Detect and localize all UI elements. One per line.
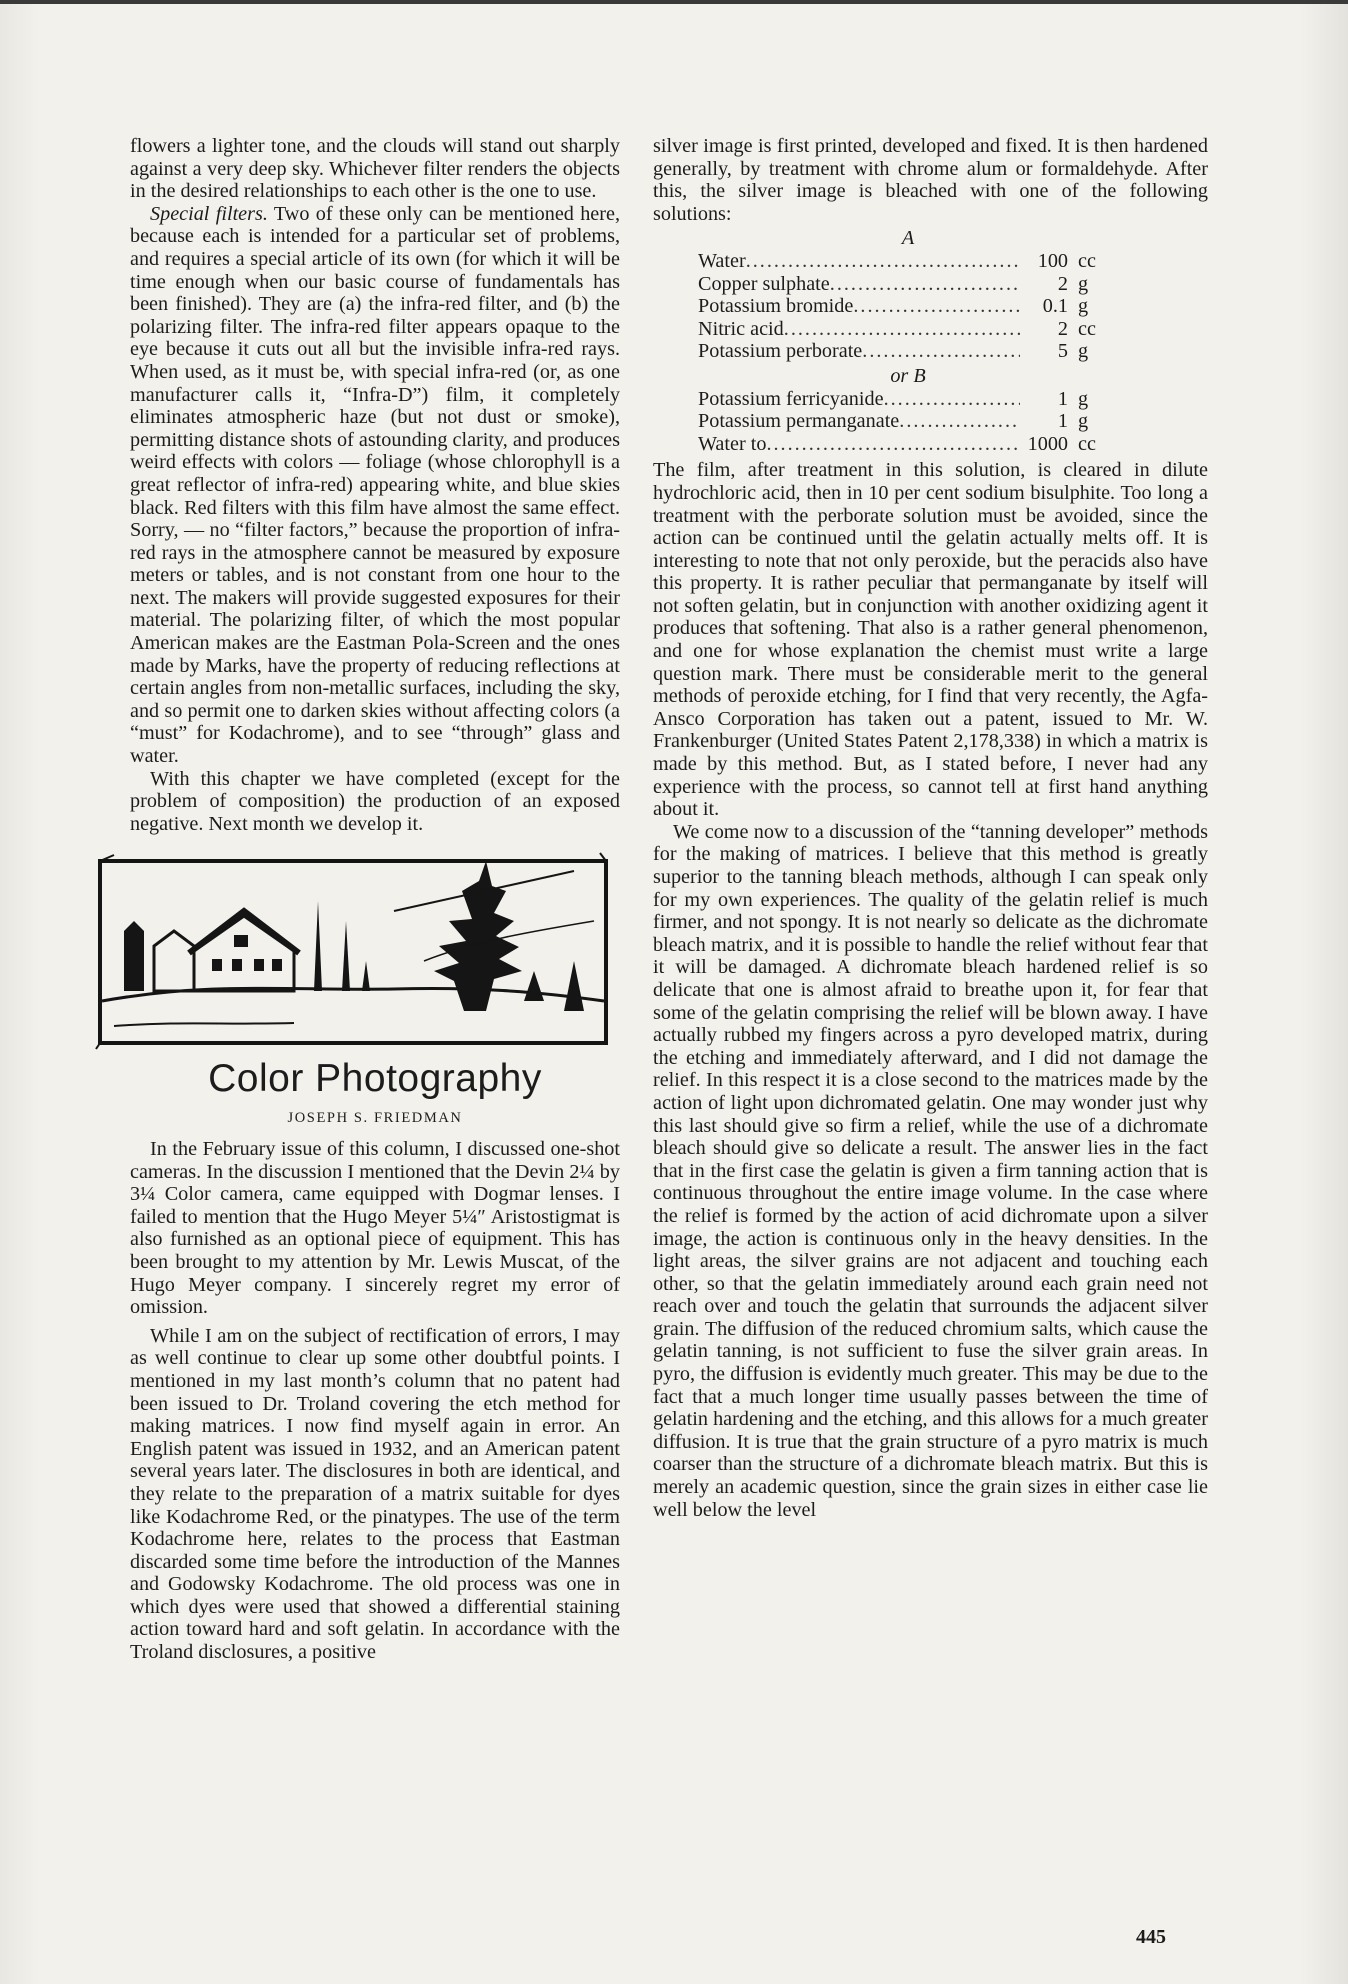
formula-label: or B	[890, 364, 926, 387]
formula-row: Potassium ferricyanide ..... 1 g	[698, 388, 1118, 411]
byline: JOSEPH S. FRIEDMAN	[287, 1110, 463, 1127]
top-edge-rule	[0, 0, 1348, 4]
paragraph: While I am on the subject of rectification of errors, I may as well continue to clear up some other doubtful points. I mentioned in my last month’s column that no patent had been issued to Dr. Troland covering the etch method for making matrices. I now find myself again in error. An English patent was issued in 1932, and an American patent several years later. The disclosures in both are identical, and they relate to the preparation of a matrix suitable for dyes like Kodachrome Red, or the pinatypes. The use of the term Kodachrome here, relates to the process that Eastman discarded some time before the introduction of the Mannes and Godowsky Kodachrome. The old process was one in which dyes were used that showed a differential staining action toward hard and soft gelatin. In accordance with the Troland disclosures, a positive	[130, 1324, 620, 1664]
formula-row: Water ..... 100 cc	[698, 250, 1118, 273]
formula-a	[698, 227, 1118, 455]
formula-row: Nitric acid ..... 2 cc	[698, 318, 1118, 341]
formula-label: A	[901, 227, 915, 250]
right-column	[653, 135, 1208, 1521]
formula-row: Potassium bromide ..... 0.1 g	[698, 295, 1118, 318]
left-column	[130, 135, 620, 1664]
paragraph	[130, 203, 620, 768]
formula-row: Water to ..... 1000 cc	[698, 433, 1118, 456]
paragraph: In the February issue of this column, I discussed one-shot cameras. In the discussion I mentioned that the Devin 2¼ by 3¼ Color camera, came equipped with Dogmar lenses. I failed to mention that the Hugo Meyer 5¼″ Aristostigmat is also furnished as an optional piece of equipment. This has been brought to my attention by Mr. Lewis Muscat, of the Hugo Meyer company. I sincerely regret my error of omission.	[130, 1138, 620, 1319]
page-number: 445	[1136, 1926, 1166, 1948]
paragraph-text: Two of these only can be mentioned here, because each is intended for a particular set of problems, and requires a special article of its own (for which it will be time enough when our basic course of fundamentals has been finished). They are (a) the infra-red filter, and (b) the polarizing filter. The infra-red filter appears opaque to the eye because it cuts out all but the invisible infra-red rays. When used, as it must be, with special infra-red (or, as one manufacturer calls it, “Infra-D”) film, it completely eliminates atmospheric haze (but not dust or smoke), permitting distance shots of astounding clarity, and produces weird effects with colors — foliage (whose chlorophyll is a great reflector of infra-red) appearing white, and blue skies black. Red filters with this film have almost the same effect. Sorry, — no “filter factors,” because the proportion of infra-red rays in the atmosphere cannot be measured by exposure meters or tables, and is not constant from one hour to the next. The makers will provide suggested exposures for their material. The polarizing filter, of which the most popular American makes are the Eastman Pola-Screen and the ones made by Marks, have the property of reducing reflections at certain angles from non-metallic surfaces, including the sky, and so permit one to darken skies without affecting colors (a “must” for Kodachrome), and to see “through” glass and water.	[130, 202, 620, 768]
formula-row: Potassium permanganate ..... 1 g	[698, 410, 1118, 433]
formula-row: Potassium perborate ..... 5 g	[698, 340, 1118, 363]
landscape-illustration	[94, 851, 614, 1051]
paragraph: flowers a lighter tone, and the clouds will stand out sharply against a very deep sky. Whichever filter renders the objects in the desired relationships to each other is the one to use.	[130, 135, 620, 203]
formula-row: Copper sulphate ..... 2 g	[698, 273, 1118, 296]
article-title: Color Photography	[208, 1057, 542, 1101]
paragraph: With this chapter we have completed (except for the problem of composition) the production of an exposed negative. Next month we develop it.	[130, 767, 620, 835]
paragraph: silver image is first printed, developed and fixed. It is then hardened generally, by treatment with chrome alum or formaldehyde. After this, the silver image is bleached with one of the following solutions:	[653, 135, 1208, 225]
paragraph: We come now to a discussion of the “tanning developer” methods for the making of matrices. I believe that this method is greatly superior to the tanning bleach methods, although I can speak only for my own experiences. The quality of the gelatin relief is much firmer, and not spongy. It is not nearly so delicate as the dichromate bleach matrix, and it is possible to handle the relief without fear that it will be damaged. A dichromate bleach hardened relief is so delicate that one is almost afraid to breathe upon it, for fear that some of the gelatin comprising the relief will be blown away. I have actually rubbed my fingers across a pyro developed matrix, during the etching and immediately afterward, and I did not damage the relief. In this respect it is a close second to the matrices made by the action of light upon dichromated gelatin. One may wonder just why this last should give so firm a relief, while the use of a dichromate bleach should give so delicate a result. The answer lies in the fact that in the first case the gelatin is given a firm tanning action that is continuous throughout the entire image volume. In the case where the relief is formed by the action of acid dichromate upon a silver image, the action is continuous only in the heavy densities. In the light areas, the silver grains are not adjacent and touching each other, so that the gelatin immediately around each grain need not reach over and touch the gelatin that surrounds the adjacent silver grain. The diffusion of the reduced chromium salts, which cause the gelatin tanning, is not sufficient to fuse the silver grain areas. In pyro, the diffusion is evidently much greater. This may be due to the fact that a much longer time usually passes between the time of gelatin hardening and the etching, and this allows for a much greater diffusion. It is true that the grain structure of a pyro matrix is much coarser than the structure of a dichromate bleach matrix. But this is merely an academic question, since the grain sizes in either case lie well below the level	[653, 820, 1208, 1521]
run-in-heading: Special filters.	[150, 202, 268, 225]
paragraph: The film, after treatment in this solution, is cleared in dilute hydrochloric acid, then in 10 per cent sodium bisulphite. Too long a treatment with the perborate solution must be avoided, since the action can be continued until the gelatin actually melts off. It is interesting to note that not only peroxide, but the peracids also have this property. It is rather peculiar that permanganate by itself will not soften gelatin, but in conjunction with another oxidizing agent it produces that softening. That also is a rather general phenomenon, and one for whose explanation the chemist must write a large question mark. There must be considerable merit to the general methods of peroxide etching, for I find that very recently, the Agfa-Ansco Corporation has taken out a patent, issued to Mr. W. Frankenburger (United States Patent 2,178,338) in which a matrix is made by this method. But, as I stated before, I never had any experience with the process, so cannot tell at first hand anything about it.	[653, 459, 1208, 821]
landscape-drawing	[94, 851, 614, 1051]
